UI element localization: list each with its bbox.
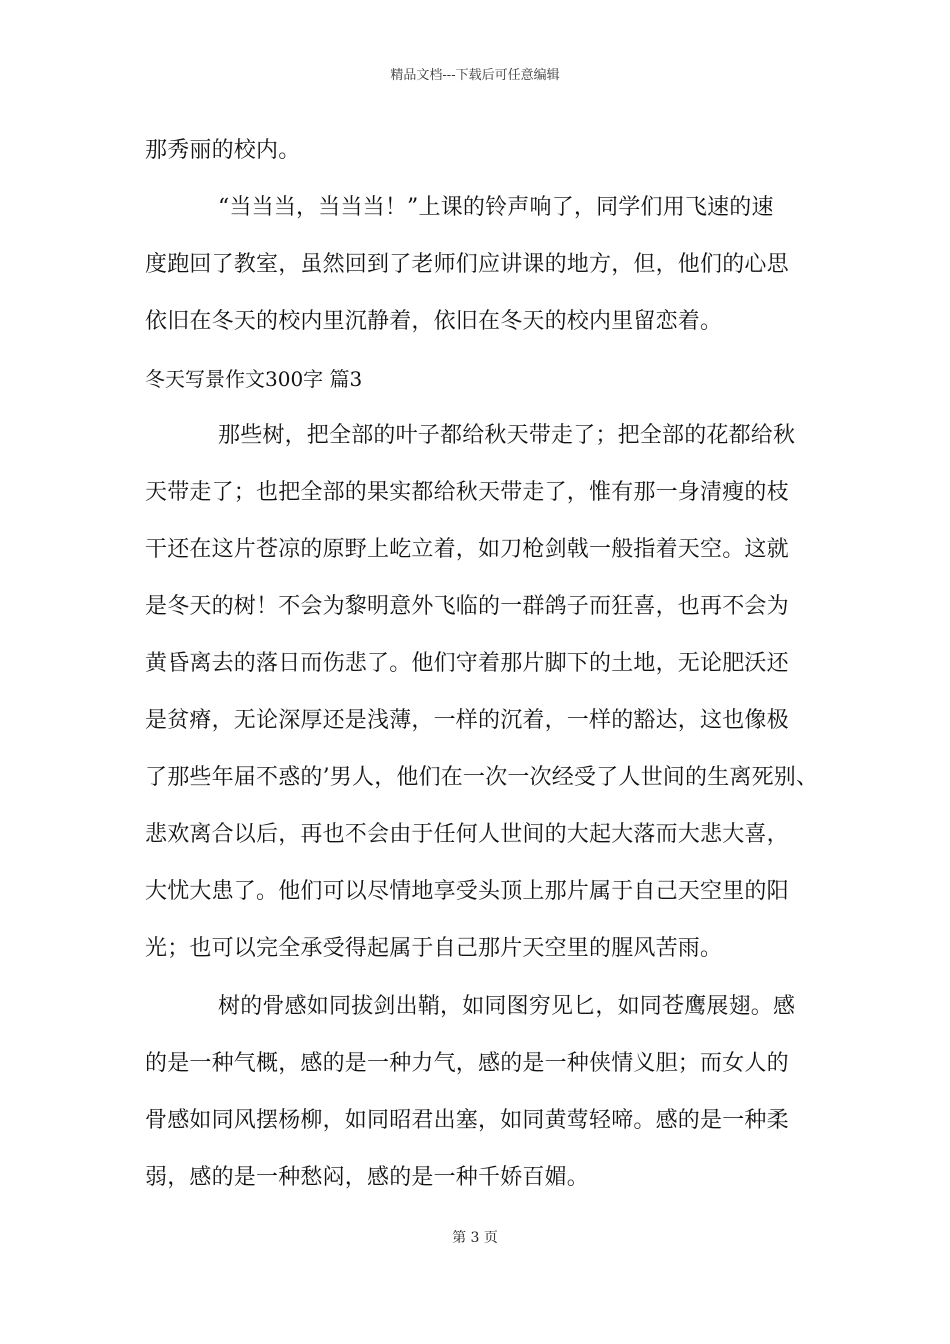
paragraph-line: 骨感如同风摆杨柳，如同昭君出塞，如同黄莺轻啼。感的是一种柔	[145, 1108, 789, 1133]
paragraph-line: 度跑回了教室，虽然回到了老师们应讲课的地方，但，他们的心思	[145, 252, 789, 277]
page-number: 第 3 页	[452, 1230, 498, 1246]
paragraph-line: 那秀丽的校内。	[145, 138, 301, 163]
paragraph-line: 黄昏离去的落日而伤悲了。他们守着那片脚下的土地，无论肥沃还	[145, 651, 789, 676]
paragraph-line: 那些树，把全部的叶子都给秋天带走了；把全部的花都给秋	[218, 423, 796, 448]
paragraph-line: “当当当，当当当！”上课的铃声响了，同学们用飞速的速	[218, 195, 774, 220]
paragraph-line: 是贫瘠，无论深厚还是浅薄，一样的沉着，一样的豁达，这也像极	[145, 708, 789, 733]
paragraph-line: 天带走了；也把全部的果实都给秋天带走了，惟有那一身清瘦的枝	[145, 480, 789, 505]
paragraph-line: 的是一种气概，感的是一种力气，感的是一种侠情义胆；而女人的	[145, 1051, 789, 1076]
paragraph-line: 了那些年届不惑的’男人，他们在一次一次经受了人世间的生离死别、	[145, 765, 819, 790]
section-heading: 冬天写景作文300字 篇3	[145, 367, 363, 391]
paragraph-line: 大忧大患了。他们可以尽情地享受头顶上那片属于自己天空里的阳	[145, 879, 789, 904]
paragraph-line: 依旧在冬天的校内里沉静着，依旧在冬天的校内里留恋着。	[145, 309, 723, 334]
page-header: 精品文档---下载后可任意编辑	[390, 68, 560, 83]
paragraph-line: 弱，感的是一种愁闷，感的是一种千娇百媚。	[145, 1165, 590, 1190]
paragraph-line: 干还在这片苍凉的原野上屹立着，如刀枪剑戟一般指着天空。这就	[145, 537, 789, 562]
paragraph-line: 光；也可以完全承受得起属于自己那片天空里的腥风苦雨。	[145, 936, 723, 961]
paragraph-line: 树的骨感如同拔剑出鞘，如同图穷见匕，如同苍鹰展翅。感	[218, 994, 796, 1019]
paragraph-line: 是冬天的树！不会为黎明意外飞临的一群鸽子而狂喜，也再不会为	[145, 594, 789, 619]
paragraph-line: 悲欢离合以后，再也不会由于任何人世间的大起大落而大悲大喜，	[145, 822, 789, 847]
